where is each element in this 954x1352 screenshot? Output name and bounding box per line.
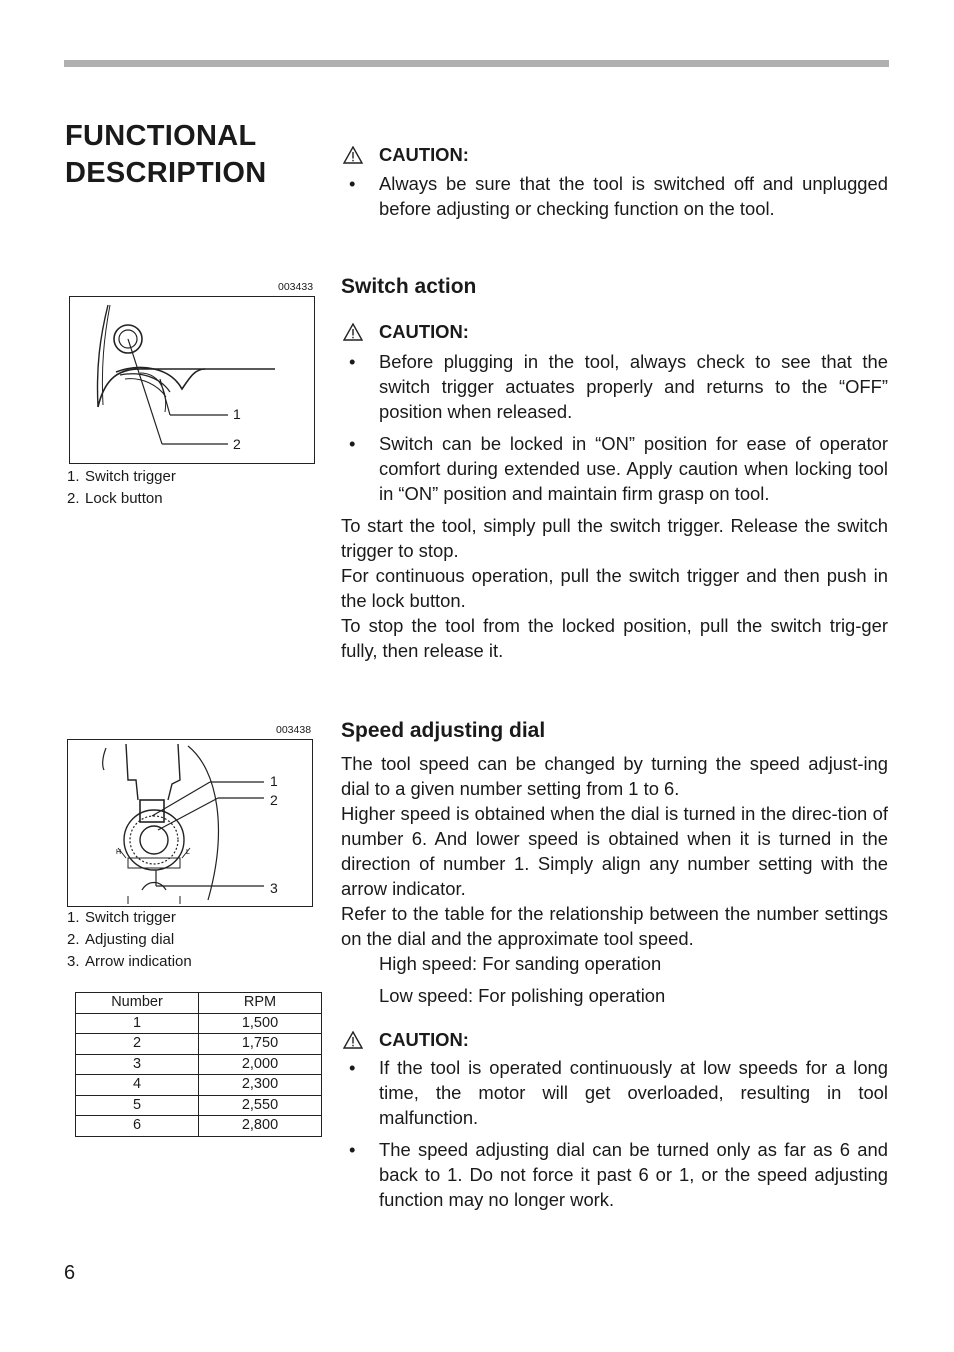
- use-low-speed: Low speed: For polishing operation: [379, 985, 666, 1006]
- switch-action-heading: Switch action: [341, 275, 477, 298]
- table-header-cell: Number: [76, 993, 199, 1014]
- list-item: • Always be sure that the tool is switched off and unplugged before adjusting or checking function on the tool.: [349, 173, 888, 219]
- speed-table: [75, 992, 322, 1137]
- paragraph: Higher speed is obtained when the dial is turned in the direc-tion of number 6. And lower speed is obtained when it is turned in the direction of number 1. Simply align any number setting with the arrow indicator.: [341, 803, 888, 899]
- caution-list: [341, 171, 888, 221]
- caution-heading: [341, 1027, 888, 1052]
- table-row: 2 1,750: [76, 1034, 322, 1055]
- figure1-switch-illustration: [69, 296, 315, 464]
- figure2-legend: [67, 907, 192, 973]
- caution-label: CAUTION:: [379, 321, 469, 342]
- legend-item: 3. Arrow indication: [67, 953, 192, 970]
- use-high-speed: High speed: For sanding operation: [379, 953, 662, 974]
- legend-item: 1. Switch trigger: [67, 468, 176, 485]
- bullet-icon: •: [349, 173, 356, 194]
- table-header-cell: RPM: [199, 993, 322, 1014]
- list-item: • Switch can be locked in “ON” position for ease of operator comfort during extended use. Apply caution when locking tool in “ON” position and maintain firm grasp on tool.: [349, 433, 888, 504]
- paragraph: The tool speed can be changed by turning the speed adjust-ing dial to a given number setting from 1 to 6.: [341, 753, 888, 799]
- paragraph: Refer to the table for the relationship between the number settings on the dial and the approximate tool speed.: [341, 903, 888, 949]
- legend-item: 1. Switch trigger: [67, 909, 176, 926]
- speed-dial-heading: Speed adjusting dial: [341, 719, 546, 742]
- legend-item: 2. Lock button: [67, 490, 163, 507]
- table-row: 6 2,800: [76, 1116, 322, 1137]
- caution-label: CAUTION:: [379, 1029, 469, 1050]
- bullet-icon: •: [349, 1057, 356, 1078]
- table-row: 3 2,000: [76, 1054, 322, 1075]
- section-title-line1: FUNCTIONAL: [65, 120, 257, 152]
- table-row: 1 1,500: [76, 1013, 322, 1034]
- warning-triangle-icon: [343, 1031, 363, 1049]
- bullet-icon: •: [349, 1139, 356, 1160]
- bullet-icon: •: [349, 351, 356, 372]
- switch-trigger-drawing: [70, 297, 314, 463]
- figure2-callout-2: 2: [270, 792, 278, 808]
- table-header-row: [76, 993, 322, 1014]
- warning-triangle-icon: [343, 146, 363, 164]
- switch-action-section: [341, 274, 888, 663]
- table-row: 5 2,550: [76, 1095, 322, 1116]
- speed-dial-section: [341, 718, 888, 1219]
- paragraph: To stop the tool from the locked position, pull the switch trig-ger fully, then release it.: [341, 615, 888, 661]
- caution-label: CAUTION:: [379, 144, 469, 165]
- top-rule: [64, 60, 889, 67]
- list-item: • The speed adjusting dial can be turned only as far as 6 and back to 1. Do not force it past 6 or 1, or the speed adjusting function may no longer work.: [349, 1139, 888, 1210]
- figure1-callout-2: 2: [233, 436, 241, 452]
- dial-mark-l: L: [186, 849, 190, 856]
- figure2-callout-3: 3: [270, 880, 278, 896]
- caution-heading: [341, 319, 888, 344]
- table-row: 4 2,300: [76, 1075, 322, 1096]
- paragraph: For continuous operation, pull the switch trigger and then push in the lock button.: [341, 565, 888, 611]
- figure1-code: 003433: [278, 281, 314, 293]
- paragraph: To start the tool, simply pull the switch trigger. Release the switch trigger to stop.: [341, 515, 888, 561]
- list-item: • If the tool is operated continuously at low speeds for a long time, the motor will get overloaded, resulting in tool malfunction.: [349, 1057, 888, 1128]
- caution-list: [341, 349, 888, 506]
- dial-mark-h: H: [116, 849, 122, 856]
- figure2-callout-1: 1: [270, 773, 278, 789]
- figure2-code: 003438: [276, 724, 312, 736]
- caution-list: [341, 1055, 888, 1212]
- section-title-line2: DESCRIPTION: [65, 157, 267, 189]
- warning-triangle-icon: [343, 323, 363, 341]
- legend-item: 2. Adjusting dial: [67, 931, 175, 948]
- bullet-icon: •: [349, 433, 356, 454]
- list-item: • Before plugging in the tool, always check to see that the switch trigger actuates properly and returns to the “OFF” position when released.: [349, 351, 888, 422]
- page-number: 6: [64, 1262, 76, 1284]
- section-title: [65, 118, 325, 192]
- caution-heading: [341, 142, 888, 167]
- intro-caution-block: [341, 142, 888, 228]
- figure1-legend: [67, 466, 176, 510]
- figure1-callout-1: 1: [233, 406, 241, 422]
